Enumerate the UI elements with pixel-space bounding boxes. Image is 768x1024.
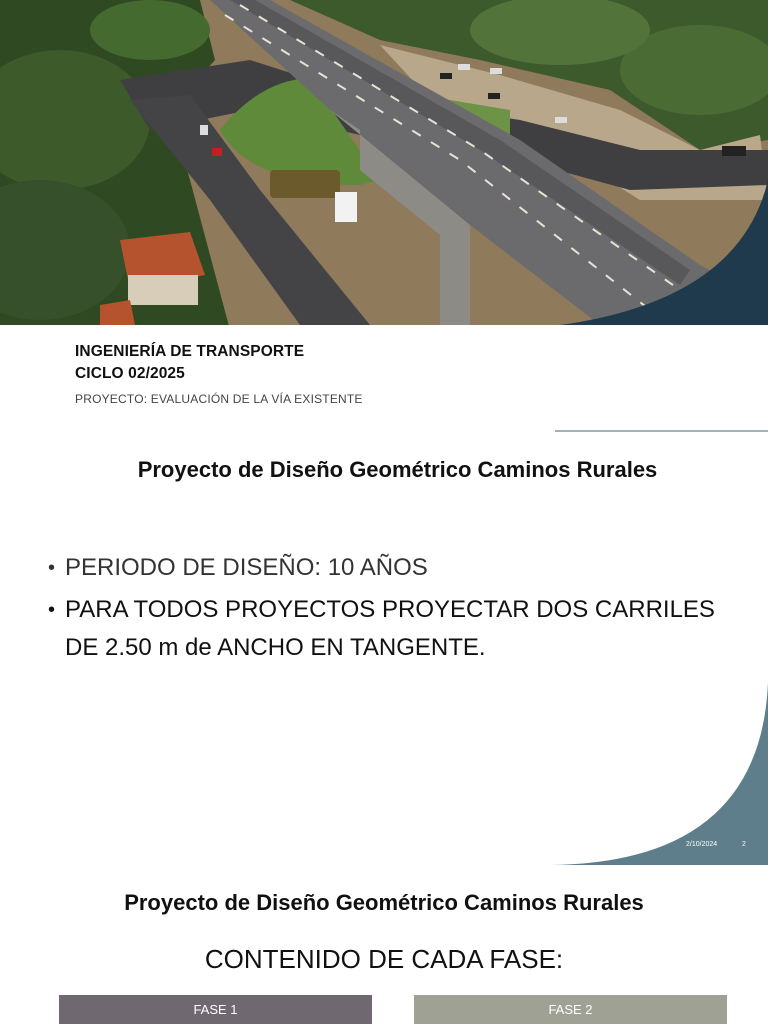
page-number: 2 [742,841,746,848]
slide-divider [555,430,768,432]
bullet-list [48,549,738,671]
slide-1 [0,0,768,432]
cycle-title: CICLO 02/2025 [75,365,185,382]
bullet-dot-icon: • [48,599,56,621]
bullet-item [48,591,738,667]
slide-3 [0,866,768,1024]
footer-date: 2/10/2024 [686,841,718,848]
bullet-dot-icon: • [48,557,56,579]
highway-interchange-photo [0,0,768,325]
bullet-item [48,549,738,587]
bullet-text: PARA TODOS PROYECTOS PROYECTAR DOS CARRILES DE 2.50 m de ANCHO EN TANGENTE. [65,596,715,661]
phase-content-subheading: CONTENIDO DE CADA FASE: [204,944,564,974]
project-subtitle: PROYECTO: EVALUACIÓN DE LA VÍA EXISTENTE [75,392,363,406]
phase-2-box: FASE 2 [414,995,727,1024]
bullet-text: PERIODO DE DISEÑO: 10 AÑOS [65,554,428,581]
slide-heading: Proyecto de Diseño Geométrico Caminos Rurales [124,890,644,915]
slide-2 [0,433,768,865]
course-title: INGENIERÍA DE TRANSPORTE [75,343,305,360]
phase-1-box: FASE 1 [59,995,372,1024]
slide-heading: Proyecto de Diseño Geométrico Caminos Rurales [137,457,658,482]
